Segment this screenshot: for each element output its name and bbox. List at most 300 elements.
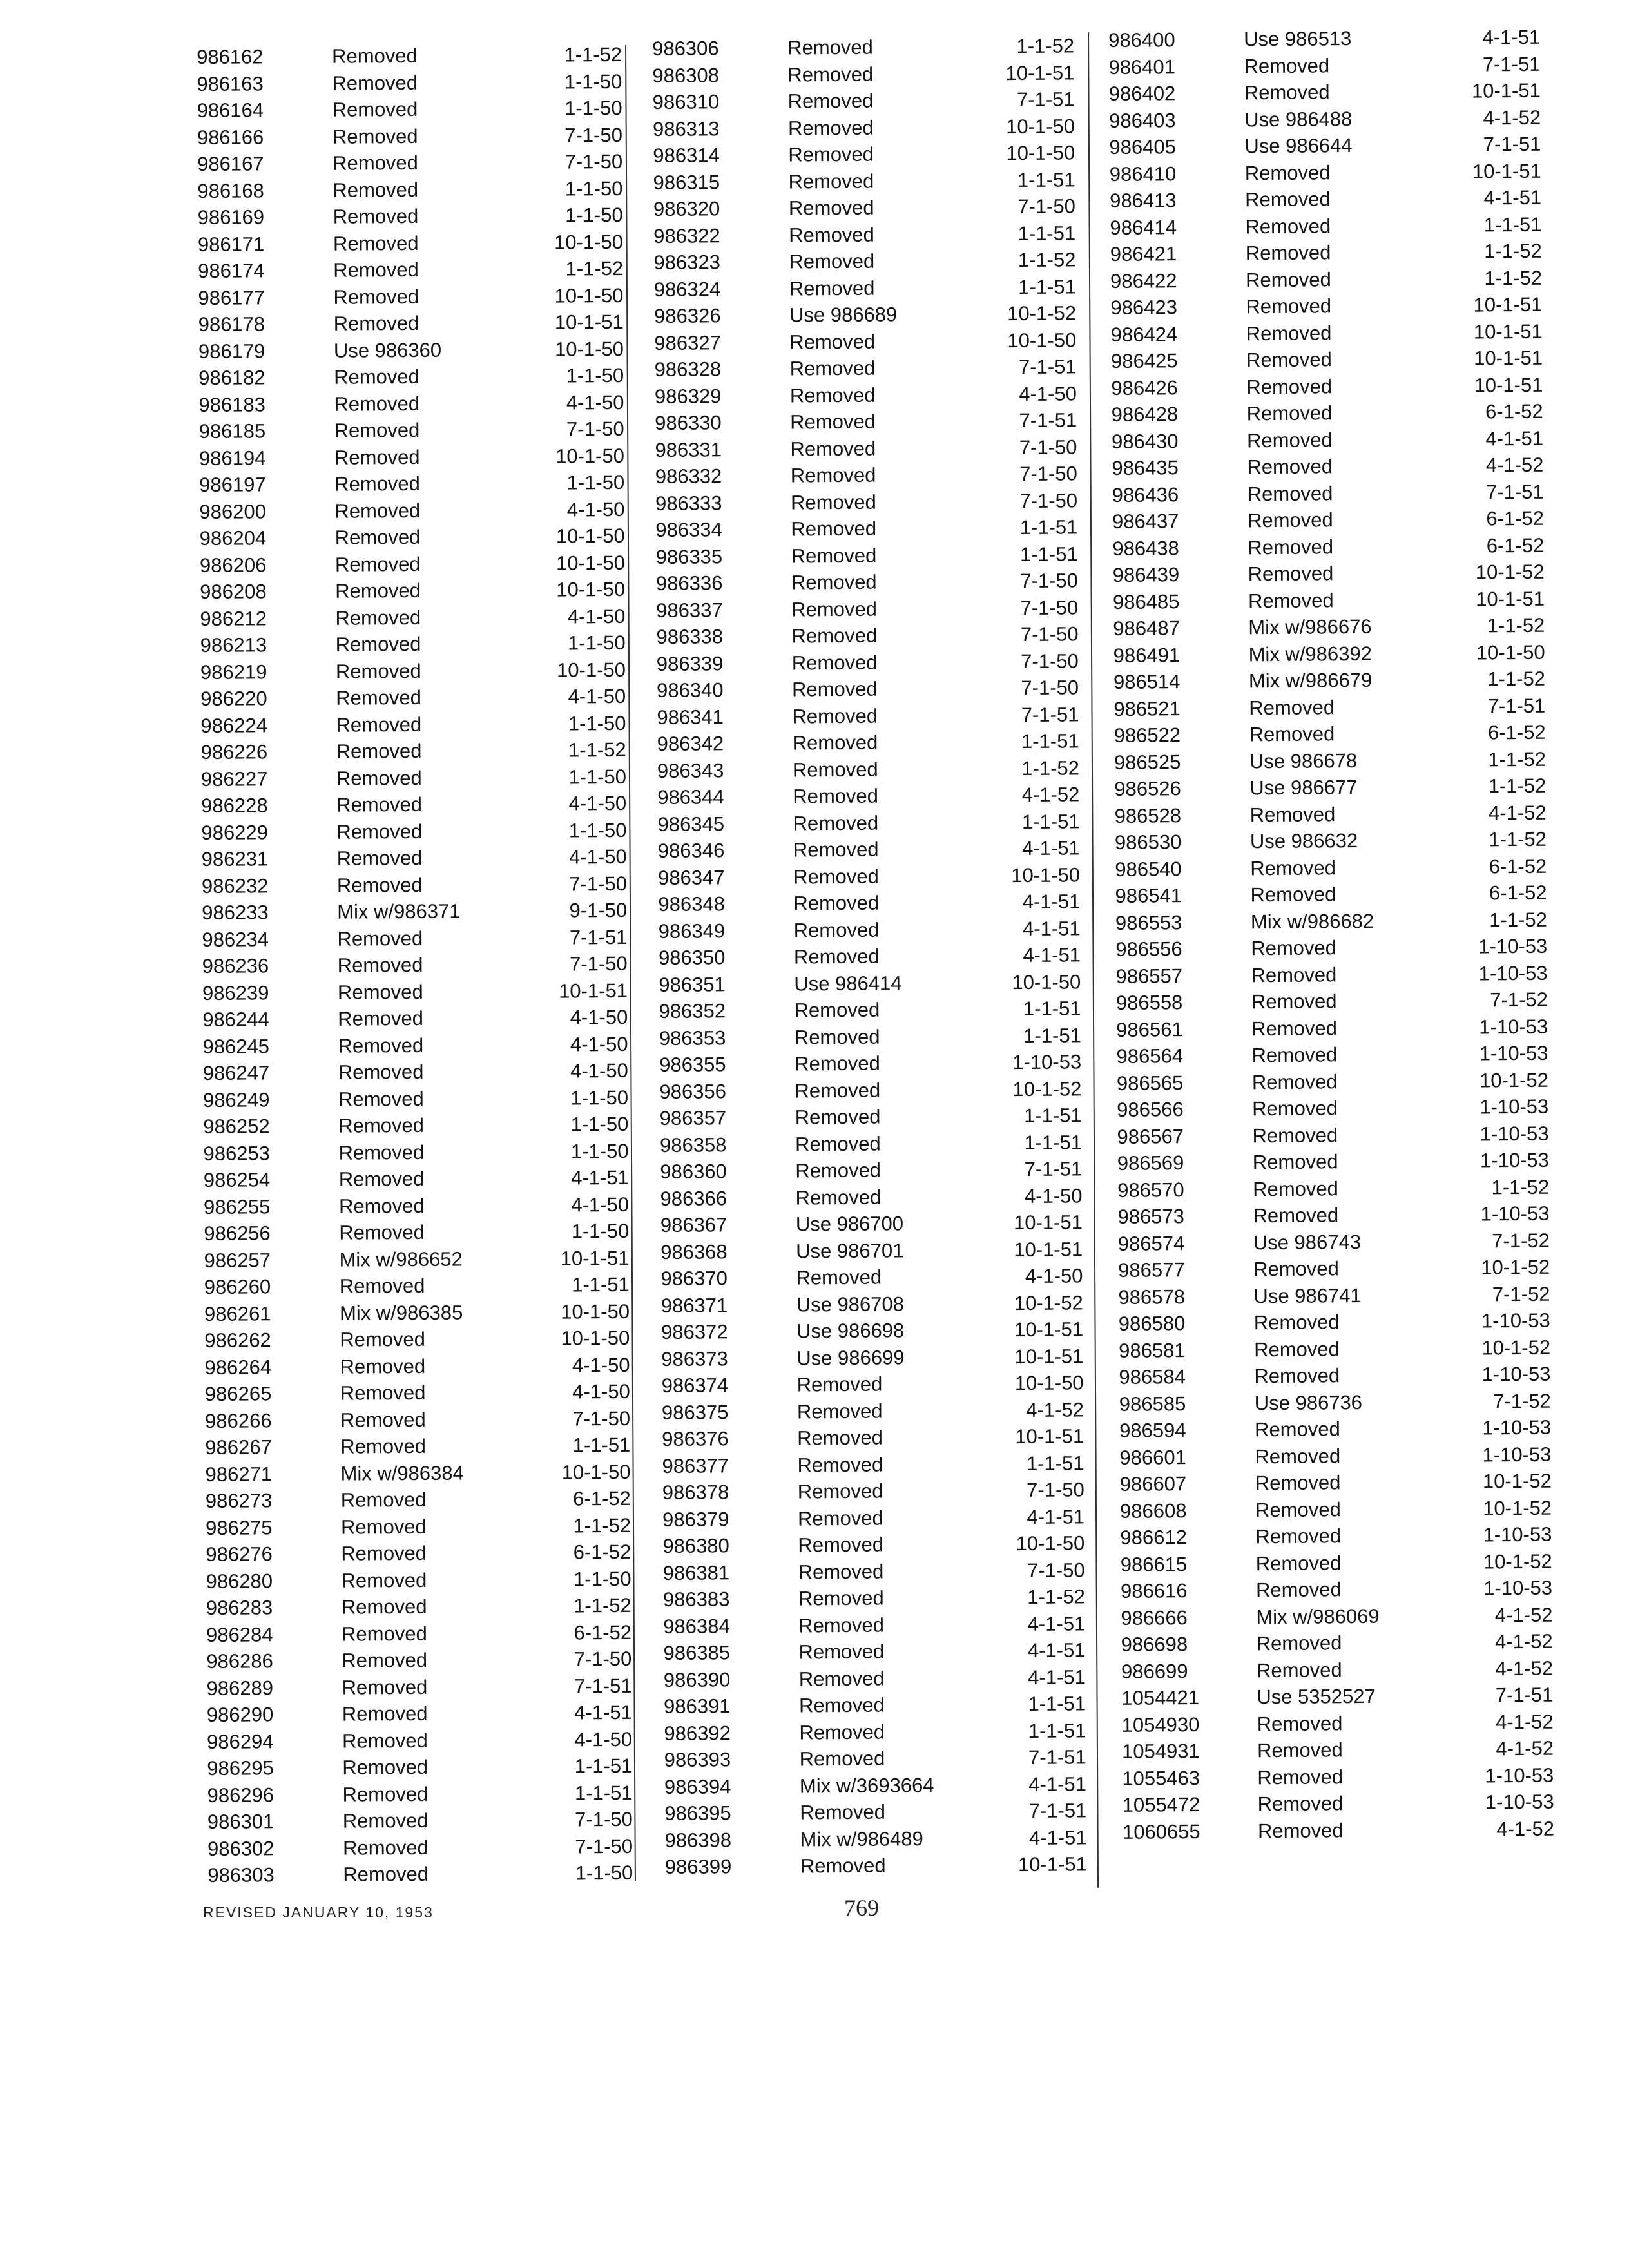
table-row <box>204 1271 630 1301</box>
table-row <box>664 1744 1086 1773</box>
effective-date: 7-1-51 <box>1028 1745 1086 1769</box>
status-text: Removed <box>787 89 874 113</box>
part-number: 986183 <box>198 392 265 416</box>
effective-date: 1-1-52 <box>1487 613 1545 637</box>
part-number: 986330 <box>655 411 722 434</box>
status-text: Removed <box>338 1194 425 1218</box>
effective-date: 7-1-50 <box>1021 676 1079 700</box>
status-text: Removed <box>336 739 422 763</box>
status-text: Removed <box>1246 321 1332 345</box>
effective-date: 10-1-50 <box>556 577 626 601</box>
status-text: Mix w/986682 <box>1250 909 1374 933</box>
status-text: Removed <box>338 1087 424 1111</box>
effective-date: 1-1-52 <box>573 1514 631 1537</box>
part-number: 986224 <box>200 713 268 737</box>
effective-date: 10-1-51 <box>1014 1344 1084 1368</box>
status-text: Removed <box>1254 1364 1340 1388</box>
status-text: Removed <box>335 606 421 629</box>
effective-date: 1-1-50 <box>564 96 622 120</box>
status-text: Removed <box>1246 348 1332 372</box>
part-number: 986392 <box>664 1721 731 1745</box>
effective-date: 10-1-51 <box>1474 346 1543 370</box>
part-number: 986394 <box>664 1774 731 1798</box>
status-text: Removed <box>1255 1578 1342 1602</box>
table-row <box>1108 24 1540 54</box>
effective-date: 1-1-52 <box>1491 1175 1550 1198</box>
effective-date: 7-1-50 <box>1017 195 1075 218</box>
part-number: 986295 <box>207 1756 274 1780</box>
status-text: Removed <box>1252 1150 1338 1174</box>
part-number: 986521 <box>1113 697 1181 720</box>
part-number: 986344 <box>657 785 724 809</box>
part-number: 986553 <box>1115 910 1182 934</box>
status-text: Removed <box>332 97 418 121</box>
status-text: Removed <box>342 1648 428 1672</box>
effective-date: 1-1-50 <box>570 1139 629 1162</box>
effective-date: 1-1-51 <box>1023 1104 1082 1128</box>
part-number: 986166 <box>197 125 264 149</box>
effective-date: 4-1-52 <box>1026 1398 1084 1421</box>
effective-date: 7-1-50 <box>1019 462 1077 486</box>
effective-date: 6-1-52 <box>574 1620 632 1644</box>
table-row <box>201 763 626 793</box>
part-number: 986398 <box>664 1828 732 1852</box>
table-row <box>1113 666 1545 696</box>
status-text: Removed <box>341 1622 427 1646</box>
part-number: 986425 <box>1110 349 1178 372</box>
effective-date: 4-1-50 <box>572 1353 630 1376</box>
status-text: Removed <box>334 445 420 469</box>
status-text: Use 986414 <box>794 971 902 995</box>
table-row <box>1118 1254 1550 1284</box>
part-number: 986525 <box>1113 750 1181 774</box>
table-row <box>203 1084 628 1113</box>
table-row <box>1121 1601 1552 1631</box>
status-text: Removed <box>791 597 878 621</box>
table-row <box>1120 1468 1552 1498</box>
part-number: 986284 <box>206 1622 273 1646</box>
status-text: Removed <box>336 793 423 816</box>
status-text: Removed <box>333 258 419 282</box>
part-number: 986171 <box>197 232 265 256</box>
table-row <box>660 1102 1082 1131</box>
status-text: Removed <box>790 437 876 461</box>
effective-date: 10-1-50 <box>1006 114 1075 138</box>
status-text: Removed <box>332 44 418 68</box>
effective-date: 4-1-50 <box>1025 1264 1083 1288</box>
table-row <box>1117 1093 1548 1124</box>
effective-date: 1-1-52 <box>574 1593 631 1617</box>
effective-date: 4-1-51 <box>1027 1611 1086 1635</box>
status-text: Removed <box>787 116 874 140</box>
status-text: Removed <box>340 1327 426 1351</box>
effective-date: 4-1-50 <box>571 1193 630 1216</box>
table-row <box>1115 906 1547 936</box>
table-row <box>1112 425 1543 455</box>
status-text: Removed <box>1257 1711 1343 1735</box>
part-number: 986569 <box>1117 1151 1184 1175</box>
part-number: 986594 <box>1119 1419 1186 1442</box>
effective-date: 1-1-51 <box>1483 213 1542 236</box>
effective-date: 1-1-50 <box>564 177 623 200</box>
effective-date: 10-1-50 <box>555 551 626 575</box>
part-number: 986244 <box>202 1008 269 1031</box>
effective-date: 10-1-50 <box>561 1460 631 1484</box>
table-row <box>203 1137 628 1167</box>
part-number: 986310 <box>652 90 720 113</box>
table-row <box>658 888 1080 918</box>
part-number: 986335 <box>655 544 723 568</box>
effective-date: 7-1-50 <box>1027 1478 1084 1501</box>
status-text: Removed <box>1257 1738 1343 1762</box>
effective-date: 1-1-51 <box>1021 729 1079 753</box>
status-text: Removed <box>1256 1631 1342 1655</box>
effective-date: 6-1-52 <box>1486 533 1545 557</box>
part-number: 986350 <box>658 946 726 969</box>
part-number: 986348 <box>658 892 725 916</box>
part-number: 986399 <box>664 1855 732 1878</box>
status-text: Removed <box>332 124 418 148</box>
status-text: Removed <box>336 713 422 736</box>
status-text: Removed <box>797 1426 883 1450</box>
status-text: Removed <box>1244 53 1330 77</box>
status-text: Mix w/986392 <box>1248 642 1373 666</box>
part-number: 986438 <box>1112 536 1179 560</box>
table-row <box>205 1458 630 1488</box>
status-text: Removed <box>791 677 878 701</box>
part-number: 986436 <box>1112 483 1179 506</box>
table-row <box>662 1503 1084 1533</box>
part-number: 986286 <box>206 1649 273 1673</box>
table-row <box>202 870 627 899</box>
effective-date: 10-1-50 <box>554 284 624 307</box>
effective-date: 7-1-50 <box>564 123 622 147</box>
table-row <box>653 86 1075 115</box>
table-row <box>1121 1548 1552 1578</box>
table-row <box>1110 184 1541 215</box>
status-text: Removed <box>788 196 874 220</box>
part-number: 986337 <box>656 598 723 622</box>
status-text: Removed <box>334 472 420 495</box>
table-row <box>1119 1307 1550 1338</box>
part-number: 986367 <box>660 1213 728 1236</box>
table-row <box>660 1262 1083 1292</box>
table-row <box>198 362 624 392</box>
table-row <box>1112 452 1543 482</box>
table-row <box>206 1539 631 1568</box>
effective-date: 10-1-52 <box>1483 1550 1552 1573</box>
table-row <box>661 1316 1083 1345</box>
table-row <box>654 353 1076 383</box>
effective-date: 1-1-51 <box>1017 221 1076 245</box>
part-number: 986280 <box>206 1569 273 1593</box>
status-text: Removed <box>1255 1551 1342 1575</box>
effective-date: 10-1-52 <box>1482 1469 1552 1493</box>
part-number: 986197 <box>199 473 266 496</box>
effective-date: 10-1-50 <box>1012 970 1081 994</box>
effective-date: 1-1-50 <box>570 1086 629 1109</box>
effective-date: 4-1-51 <box>574 1700 632 1724</box>
part-number: 986530 <box>1114 831 1182 854</box>
status-text: Removed <box>798 1613 885 1637</box>
effective-date: 1-1-51 <box>1019 515 1078 539</box>
effective-date: 4-1-50 <box>1024 1184 1083 1207</box>
part-number: 986374 <box>661 1374 729 1397</box>
status-text: Removed <box>795 1132 881 1155</box>
effective-date: 7-1-52 <box>1493 1389 1551 1412</box>
status-text: Removed <box>792 731 878 754</box>
effective-date: 7-1-50 <box>575 1807 633 1831</box>
part-number: 986249 <box>202 1088 270 1111</box>
part-number: 986557 <box>1115 964 1183 988</box>
status-text: Removed <box>798 1533 884 1557</box>
part-number: 986384 <box>663 1614 730 1638</box>
effective-date: 10-1-52 <box>1483 1496 1552 1520</box>
effective-date: 1-10-53 <box>1485 1790 1554 1814</box>
part-number: 986430 <box>1111 429 1179 453</box>
status-text: Removed <box>1250 856 1336 879</box>
status-text: Removed <box>793 945 880 968</box>
status-text: Mix w/986652 <box>339 1247 463 1271</box>
table-row <box>664 1797 1086 1827</box>
part-number: 986227 <box>200 767 268 791</box>
status-text: Removed <box>798 1640 885 1664</box>
effective-date: 1-10-53 <box>1481 1309 1550 1332</box>
table-row <box>203 1111 628 1140</box>
part-number: 986570 <box>1117 1178 1184 1202</box>
part-number: 986333 <box>655 491 722 515</box>
status-text: Removed <box>793 918 880 941</box>
status-text: Removed <box>333 151 418 175</box>
part-number: 986414 <box>1110 215 1177 239</box>
effective-date: 10-1-51 <box>1473 293 1543 316</box>
part-number: 986296 <box>207 1783 275 1807</box>
part-number: 986338 <box>656 625 724 648</box>
effective-date: 7-1-51 <box>1487 694 1546 717</box>
effective-date: 1-10-53 <box>1479 1015 1548 1039</box>
table-row <box>197 121 622 151</box>
effective-date: 1-1-51 <box>1023 1023 1081 1047</box>
status-text: Removed <box>798 1560 884 1583</box>
effective-date: 7-1-50 <box>569 872 628 895</box>
table-row <box>197 95 622 124</box>
part-number: 986607 <box>1119 1472 1187 1495</box>
effective-date: 1-10-53 <box>1012 1050 1082 1074</box>
effective-date: 4-1-51 <box>1028 1825 1087 1849</box>
part-number: 1054931 <box>1121 1739 1200 1763</box>
part-number: 986334 <box>655 518 722 541</box>
status-text: Removed <box>791 624 878 648</box>
table-row <box>1118 1280 1550 1311</box>
part-number: 986245 <box>202 1034 270 1058</box>
status-text: Removed <box>1244 81 1330 104</box>
part-number: 986402 <box>1108 82 1176 105</box>
effective-date: 1-1-50 <box>573 1567 631 1590</box>
effective-date: 10-1-51 <box>1014 1237 1083 1261</box>
table-row <box>204 1164 629 1194</box>
part-number: 986376 <box>662 1427 729 1450</box>
effective-date: 4-1-52 <box>1496 1817 1555 1840</box>
table-row <box>197 41 622 71</box>
part-number: 986428 <box>1111 403 1179 426</box>
status-text: Use 986698 <box>796 1319 905 1343</box>
status-text: Removed <box>336 686 421 709</box>
effective-date: 10-1-51 <box>1017 1852 1087 1876</box>
effective-date: 1-1-51 <box>1028 1692 1086 1715</box>
table-row <box>207 1832 633 1862</box>
effective-date: 4-1-50 <box>574 1727 633 1751</box>
effective-date: 4-1-51 <box>1022 836 1080 860</box>
status-text: Removed <box>338 1167 425 1191</box>
part-number: 986163 <box>197 72 264 95</box>
table-row <box>652 32 1074 62</box>
table-row <box>653 113 1075 142</box>
status-text: Removed <box>339 1274 425 1298</box>
effective-date: 4-1-51 <box>1485 427 1544 450</box>
part-number: 986256 <box>204 1222 271 1245</box>
part-number: 986264 <box>204 1355 272 1379</box>
table-row <box>657 808 1079 838</box>
part-number: 1054930 <box>1121 1713 1200 1736</box>
table-row <box>1112 505 1544 535</box>
part-number: 986616 <box>1120 1579 1188 1602</box>
status-text: Removed <box>1247 508 1333 532</box>
part-number: 986514 <box>1113 670 1181 693</box>
effective-date: 1-1-52 <box>1484 266 1543 289</box>
part-number: 986212 <box>200 606 267 630</box>
table-row <box>1117 1120 1548 1150</box>
status-text: Removed <box>335 632 421 656</box>
table-row <box>1123 1815 1554 1845</box>
part-number: 986252 <box>203 1115 270 1138</box>
status-text: Removed <box>340 1408 426 1432</box>
table-row <box>200 576 625 606</box>
status-text: Use 986708 <box>796 1292 905 1316</box>
effective-date: 1-10-53 <box>1479 1041 1548 1065</box>
table-row <box>201 736 626 766</box>
effective-date: 1-10-53 <box>1481 1362 1551 1386</box>
part-number: 986276 <box>206 1542 273 1566</box>
part-number: 986283 <box>206 1596 273 1619</box>
status-text: Mix w/986384 <box>340 1461 464 1485</box>
status-text: Use 986736 <box>1254 1390 1363 1414</box>
table-row <box>657 674 1079 704</box>
table-row <box>656 541 1078 570</box>
part-number: 1055463 <box>1122 1766 1200 1790</box>
part-number: 986561 <box>1116 1017 1183 1041</box>
table-row <box>655 487 1077 517</box>
table-row <box>653 166 1075 196</box>
status-text: Removed <box>342 1809 429 1832</box>
status-text: Removed <box>336 873 423 897</box>
part-number: 986580 <box>1118 1312 1186 1335</box>
effective-date: 1-10-53 <box>1478 934 1548 958</box>
status-text: Removed <box>787 62 874 86</box>
part-number: 986578 <box>1118 1285 1186 1309</box>
part-number: 986226 <box>200 740 268 764</box>
status-text: Removed <box>788 142 874 166</box>
status-text: Removed <box>794 998 880 1022</box>
status-text: Removed <box>335 579 421 602</box>
part-number: 1054421 <box>1121 1686 1200 1709</box>
part-number: 986169 <box>197 206 265 229</box>
part-number: 986234 <box>202 927 269 951</box>
table-row <box>202 950 628 980</box>
part-number: 986260 <box>204 1275 271 1298</box>
effective-date: 1-1-51 <box>572 1433 631 1457</box>
effective-date: 7-1-52 <box>1492 1229 1550 1252</box>
part-number: 986352 <box>659 999 726 1023</box>
status-text: Removed <box>343 1862 429 1886</box>
part-number: 986378 <box>662 1481 729 1504</box>
table-row <box>205 1405 630 1434</box>
effective-date: 4-1-51 <box>1027 1639 1086 1662</box>
part-number: 986353 <box>659 1026 726 1050</box>
part-number: 986182 <box>198 366 265 389</box>
table-row <box>659 968 1081 998</box>
table-row <box>664 1717 1086 1747</box>
part-number: 986178 <box>198 312 265 336</box>
table-row <box>1123 1789 1554 1819</box>
part-number: 986405 <box>1109 135 1177 159</box>
part-number: 986273 <box>205 1489 273 1512</box>
status-text: Removed <box>792 704 878 728</box>
effective-date: 1-10-53 <box>1480 1148 1549 1172</box>
status-text: Removed <box>1255 1524 1342 1548</box>
part-number: 986306 <box>652 37 719 60</box>
part-number: 986371 <box>660 1293 728 1317</box>
table-row <box>199 469 624 499</box>
table-row <box>665 1850 1087 1880</box>
part-number: 986395 <box>664 1802 731 1825</box>
table-row <box>1122 1735 1554 1765</box>
table-row <box>659 1048 1081 1078</box>
status-text: Removed <box>334 365 419 389</box>
status-text: Removed <box>1247 455 1333 479</box>
status-text: Removed <box>1252 1097 1338 1120</box>
status-text: Removed <box>338 1113 425 1137</box>
status-text: Removed <box>798 1586 884 1610</box>
part-number: 986565 <box>1116 1071 1184 1095</box>
parts-column-2 <box>652 32 1087 1880</box>
effective-date: 4-1-50 <box>568 684 626 708</box>
status-text: Removed <box>796 1265 882 1289</box>
effective-date: 7-1-51 <box>1019 408 1077 432</box>
table-row <box>1122 1708 1554 1738</box>
part-number: 986699 <box>1121 1659 1188 1683</box>
effective-date: 1-10-53 <box>1483 1523 1552 1546</box>
table-row <box>200 709 626 739</box>
status-text: Use 986488 <box>1244 107 1353 131</box>
effective-date: 4-1-50 <box>566 390 624 414</box>
effective-date: 6-1-52 <box>573 1540 631 1564</box>
effective-date: 10-1-50 <box>554 337 624 361</box>
part-number: 986323 <box>653 251 721 274</box>
status-text: Removed <box>333 311 419 335</box>
effective-date: 1-1-52 <box>1027 1585 1086 1608</box>
part-number: 986612 <box>1120 1526 1188 1549</box>
table-row <box>202 1004 628 1033</box>
effective-date: 4-1-52 <box>1495 1710 1554 1733</box>
part-number: 986577 <box>1118 1258 1185 1282</box>
status-text: Mix w/3693664 <box>799 1773 934 1797</box>
effective-date: 7-1-50 <box>564 149 623 173</box>
part-number: 986257 <box>204 1248 271 1272</box>
part-number: 986585 <box>1119 1392 1186 1416</box>
table-row <box>1109 131 1541 161</box>
table-row <box>1112 532 1544 562</box>
table-row <box>1113 639 1545 669</box>
